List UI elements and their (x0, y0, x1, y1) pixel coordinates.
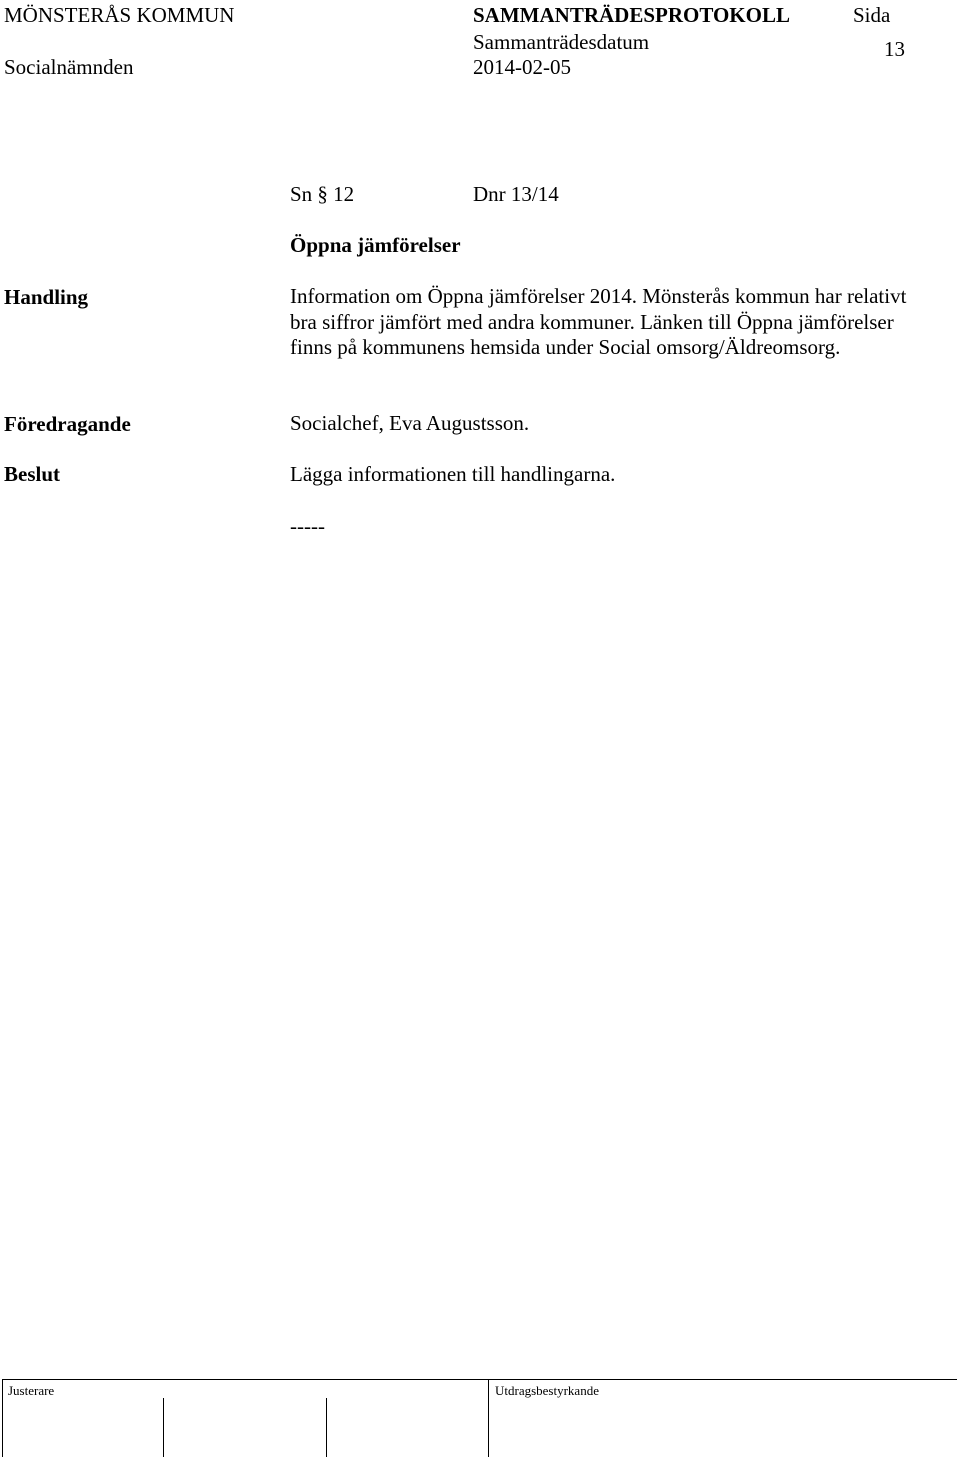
utdragsbestyrkande-label: Utdragsbestyrkande (495, 1383, 599, 1398)
foredragande-text: Socialchef, Eva Augustsson. (290, 411, 530, 435)
meeting-date-label: Sammanträdesdatum (473, 30, 650, 54)
footer-divider-2 (326, 1398, 327, 1457)
page-label: Sida (853, 3, 891, 27)
section-title: Öppna jämförelser (290, 233, 461, 257)
handling-label: Handling (4, 285, 89, 309)
justerare-label: Justerare (8, 1383, 55, 1398)
end-marker: ----- (290, 514, 325, 538)
paragraph-number: Sn § 12 (290, 182, 355, 206)
meeting-date: 2014-02-05 (473, 55, 571, 79)
organization-name: MÖNSTERÅS KOMMUN (4, 3, 235, 27)
page-number: 13 (884, 37, 905, 61)
department-name: Socialnämnden (4, 55, 134, 79)
beslut-text: Lägga informationen till handlingarna. (290, 462, 616, 486)
foredragande-label: Föredragande (4, 412, 131, 436)
handling-text: Information om Öppna jämförelser 2014. Mönsterås kommun har relativt bra siffror jämfört med andra kommuner. Länken till Öppna jämförelser finns på kommunens hemsida under Social omsorg/Äldreomsorg. (290, 284, 907, 359)
document-type: SAMMANTRÄDESPROTOKOLL (473, 3, 790, 27)
diary-number: Dnr 13/14 (473, 182, 559, 206)
footer-divider-1 (163, 1398, 164, 1457)
signature-footer (2, 1379, 957, 1457)
beslut-label: Beslut (4, 462, 61, 486)
footer-divider-left (2, 1380, 3, 1457)
footer-divider-3 (488, 1380, 489, 1457)
